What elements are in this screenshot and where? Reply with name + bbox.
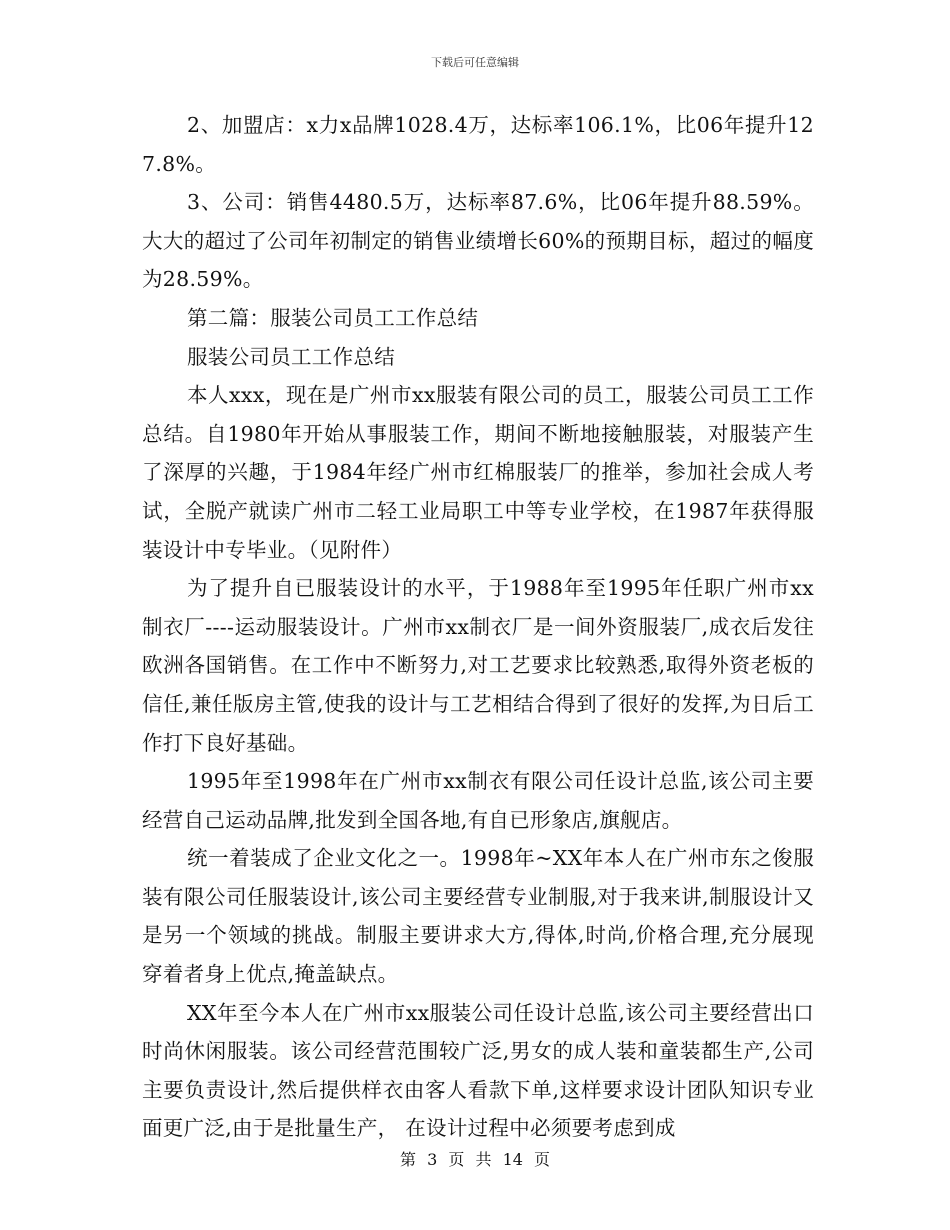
paragraph: 1995年至1998年在广州市xx制衣有限公司任设计总监,该公司主要经营自己运动品牌,批发到全国各地,有自已形象店,旗舰店。: [142, 769, 814, 832]
total-pages: 14: [502, 1150, 523, 1169]
paragraph: 2、加盟店：x力x品牌1028.4万，达标率106.1%，比06年提升127.8%。: [142, 113, 814, 176]
paragraph: 为了提升自已服装设计的水平，于1988年至1995年任职广州市xx制衣厂----运动服装设计。广州市xx制衣厂是一间外资服装厂,成衣后发往欧洲各国销售。在工作中不断努力,对工艺要求比较熟悉,取得外资老板的信任,兼任版房主管,使我的设计与工艺相结合得到了很好的发挥,为日后工作打下良好基础。: [142, 576, 814, 755]
document-body: [142, 106, 814, 1148]
page-header: 下载后可任意编辑: [431, 56, 519, 69]
section-title: 第二篇：服装公司员工工作总结: [187, 305, 479, 330]
paragraph: XX年至今本人在广州市xx服装公司任设计总监,该公司主要经营出口时尚休闲服装。该公司经营范围较广泛,男女的成人装和童装都生产,公司主要负责设计,然后提供样衣由客人看款下单,这样要求设计团队知识专业面更广泛,由于是批量生产， 在设计过程中必须要考虑到成: [142, 1000, 814, 1141]
footer-total-prefix: 共: [475, 1150, 492, 1169]
article-title: 服装公司员工工作总结: [187, 344, 395, 369]
paragraph: 统一着装成了企业文化之一。1998年~XX年本人在广州市东之俊服装有限公司任服装设计,该公司主要经营专业制服,对于我来讲,制服设计又是另一个领域的挑战。制服主要讲求大方,得体,时尚,价格合理,充分展现穿着者身上优点,掩盖缺点。: [142, 846, 814, 987]
footer-prefix: 第: [399, 1150, 416, 1169]
page-footer: [0, 1147, 950, 1170]
footer-total-unit: 页: [534, 1150, 551, 1169]
footer-page-unit: 页: [448, 1150, 465, 1169]
page-number: 3: [427, 1150, 438, 1169]
paragraph: 本人xxx，现在是广州市xx服装有限公司的员工，服装公司员工工作总结。自1980年开始从事服装工作，期间不断地接触服装，对服装产生了深厚的兴趣，于1984年经广州市红棉服装厂的推举，参加社会成人考试，全脱产就读广州市二轻工业局职工中等专业学校，在1987年获得服装设计中专毕业。（见附件）: [142, 383, 814, 562]
paragraph: 3、公司：销售4480.5万，达标率87.6%，比06年提升88.59%。大大的超过了公司年初制定的销售业绩增长60%的预期目标，超过的幅度为28.59%。: [142, 190, 814, 292]
